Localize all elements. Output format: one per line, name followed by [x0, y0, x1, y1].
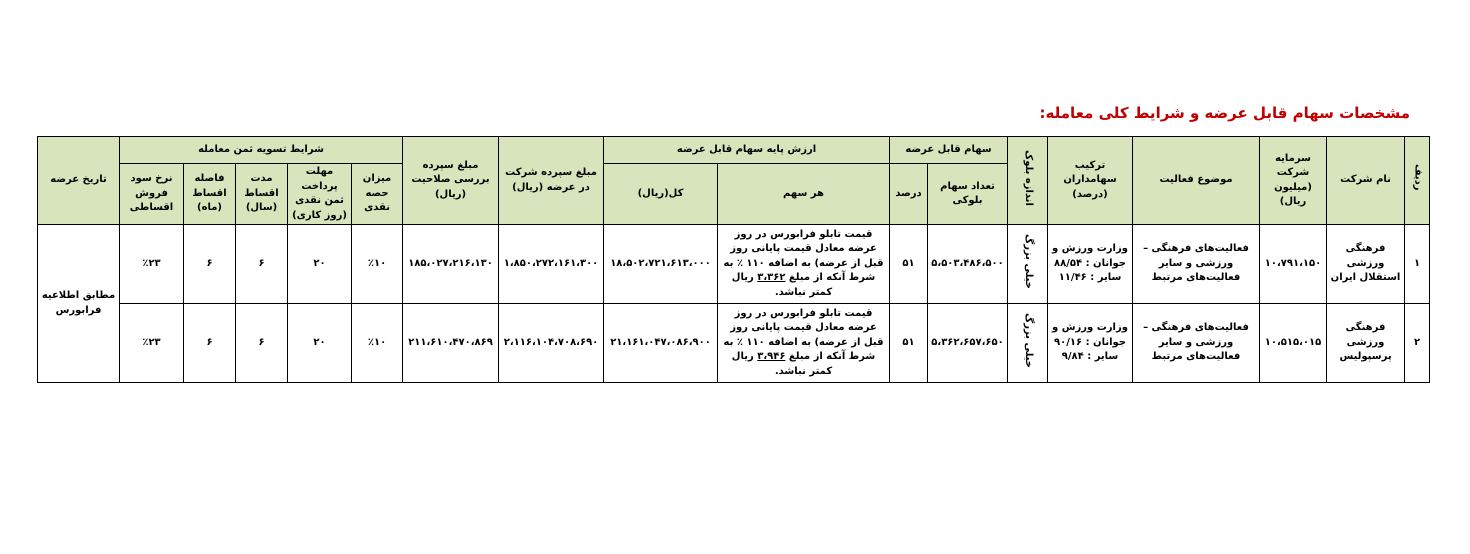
- per-share-tail: ریال کمتر نباشد.: [731, 272, 833, 298]
- header-company-name: نام شرکت: [1327, 137, 1405, 225]
- per-share-text: قیمت تابلو فرابورس در روز عرضه معادل قیمت پایانی روز قبل از عرضه) به اضافه ۱۱۰ ٪ به شرط آنکه از مبلغ: [723, 228, 884, 284]
- per-share-tail: ریال کمتر نباشد.: [731, 351, 833, 377]
- cell-installment-period: ۶: [236, 225, 288, 304]
- cell-capital: ۱۰،۷۹۱،۱۵۰: [1260, 225, 1327, 304]
- cell-base-per-share: [718, 225, 890, 304]
- header-installment-interval: فاصله اقساط (ماه): [184, 164, 236, 225]
- cell-block-size: خیلی بزرگ: [1008, 225, 1048, 304]
- header-activity: موضوع فعالیت: [1133, 137, 1260, 225]
- header-offered-shares: سهام قابل عرضه: [890, 137, 1008, 164]
- cell-activity: فعالیت‌های فرهنگی – ورزشی و سایر فعالیت‌های مرتبط: [1133, 304, 1260, 383]
- header-cash-deadline: مهلت پرداخت ثمن نقدی (روز کاری): [288, 164, 352, 225]
- cell-company-name: فرهنگی ورزشی استقلال ایران: [1327, 225, 1405, 304]
- header-base-value: ارزش پایه سهام قابل عرضه: [604, 137, 890, 164]
- ownership-line: جوانان : ۹۰/۱۶: [1054, 336, 1127, 348]
- cell-cash-deadline: ۲۰: [288, 304, 352, 383]
- cell-deposit-offer: ۲،۱۱۶،۱۰۴،۷۰۸،۶۹۰: [499, 304, 604, 383]
- cell-base-total: ۱۸،۵۰۲،۷۲۱،۶۱۳،۰۰۰: [604, 225, 718, 304]
- header-installment-period: مدت اقساط (سال): [236, 164, 288, 225]
- cell-radif: ۱: [1405, 225, 1430, 304]
- header-offered-count: تعداد سهام بلوکی: [928, 164, 1008, 225]
- cell-installment-period: ۶: [236, 304, 288, 383]
- cell-block-size: خیلی بزرگ: [1008, 304, 1048, 383]
- ownership-line: وزارت ورزش و: [1052, 243, 1128, 255]
- table-row: [38, 225, 1430, 304]
- header-offered-percent: درصد: [890, 164, 928, 225]
- header-deposit-review: مبلغ سپرده بررسی صلاحیت (ریال): [403, 137, 499, 225]
- header-block-size: اندازه بلوک: [1008, 137, 1048, 225]
- offer-table: [37, 136, 1430, 383]
- ownership-line: جوانان : ۸۸/۵۴: [1054, 257, 1127, 269]
- header-ownership: ترکیب سهامداران (درصد): [1048, 137, 1133, 225]
- header-radif: ردیف: [1405, 137, 1430, 225]
- cell-base-per-share: [718, 304, 890, 383]
- cell-deposit-review: ۲۱۱،۶۱۰،۴۷۰،۸۶۹: [403, 304, 499, 383]
- cell-offered-count: ۵،۵۰۳،۴۸۶،۵۰۰: [928, 225, 1008, 304]
- cell-installment-rate: ٪۲۳: [120, 304, 184, 383]
- cell-offered-count: ۵،۳۶۲،۶۵۷،۶۵۰: [928, 304, 1008, 383]
- cell-base-total: ۲۱،۱۶۱،۰۴۷،۰۸۶،۹۰۰: [604, 304, 718, 383]
- cell-deposit-offer: ۱،۸۵۰،۲۷۲،۱۶۱،۳۰۰: [499, 225, 604, 304]
- header-capital: سرمایه شرکت (میلیون ریال): [1260, 137, 1327, 225]
- cell-ownership: [1048, 304, 1133, 383]
- ownership-line: سایر : ۹/۸۴: [1061, 351, 1119, 363]
- header-installment-rate: نرخ سود فروش اقساطی: [120, 164, 184, 225]
- cell-radif: ۲: [1405, 304, 1430, 383]
- header-cash-portion: میزان حصه نقدی: [352, 164, 403, 225]
- cell-installment-rate: ٪۲۳: [120, 225, 184, 304]
- cell-offered-percent: ۵۱: [890, 225, 928, 304]
- cell-deposit-review: ۱۸۵،۰۲۷،۲۱۶،۱۳۰: [403, 225, 499, 304]
- cell-cash-deadline: ۲۰: [288, 225, 352, 304]
- ownership-line: سایر : ۱۱/۴۶: [1058, 272, 1122, 284]
- table-row: [38, 304, 1430, 383]
- header-settlement: شرایط تسویه ثمن معامله: [120, 137, 403, 164]
- cell-offer-date: مطابق اطلاعیه فرابورس: [38, 225, 120, 383]
- cell-cash-portion: ٪۱۰: [352, 304, 403, 383]
- header-base-per-share: هر سهم: [718, 164, 890, 225]
- ownership-line: وزارت ورزش و: [1052, 322, 1128, 334]
- cell-offered-percent: ۵۱: [890, 304, 928, 383]
- per-share-text: قیمت تابلو فرابورس در روز عرضه معادل قیمت پایانی روز قبل از عرضه) به اضافه ۱۱۰ ٪ به شرط آنکه از مبلغ: [723, 307, 884, 363]
- page-title: مشخصات سهام قابل عرضه و شرایط کلی معامله:: [1039, 104, 1410, 122]
- header-base-total: کل(ریال): [604, 164, 718, 225]
- cell-capital: ۱۰،۵۱۵،۰۱۵: [1260, 304, 1327, 383]
- cell-installment-interval: ۶: [184, 225, 236, 304]
- cell-activity: فعالیت‌های فرهنگی – ورزشی و سایر فعالیت‌های مرتبط: [1133, 225, 1260, 304]
- cell-company-name: فرهنگی ورزشی پرسپولیس: [1327, 304, 1405, 383]
- per-share-amount: ۳،۹۴۶: [757, 351, 786, 363]
- cell-ownership: [1048, 225, 1133, 304]
- header-offer-date: تاریخ عرضه: [38, 137, 120, 225]
- cell-cash-portion: ٪۱۰: [352, 225, 403, 304]
- cell-installment-interval: ۶: [184, 304, 236, 383]
- header-deposit-offer: مبلغ سپرده شرکت در عرضه (ریال): [499, 137, 604, 225]
- per-share-amount: ۳،۳۶۲: [757, 272, 786, 284]
